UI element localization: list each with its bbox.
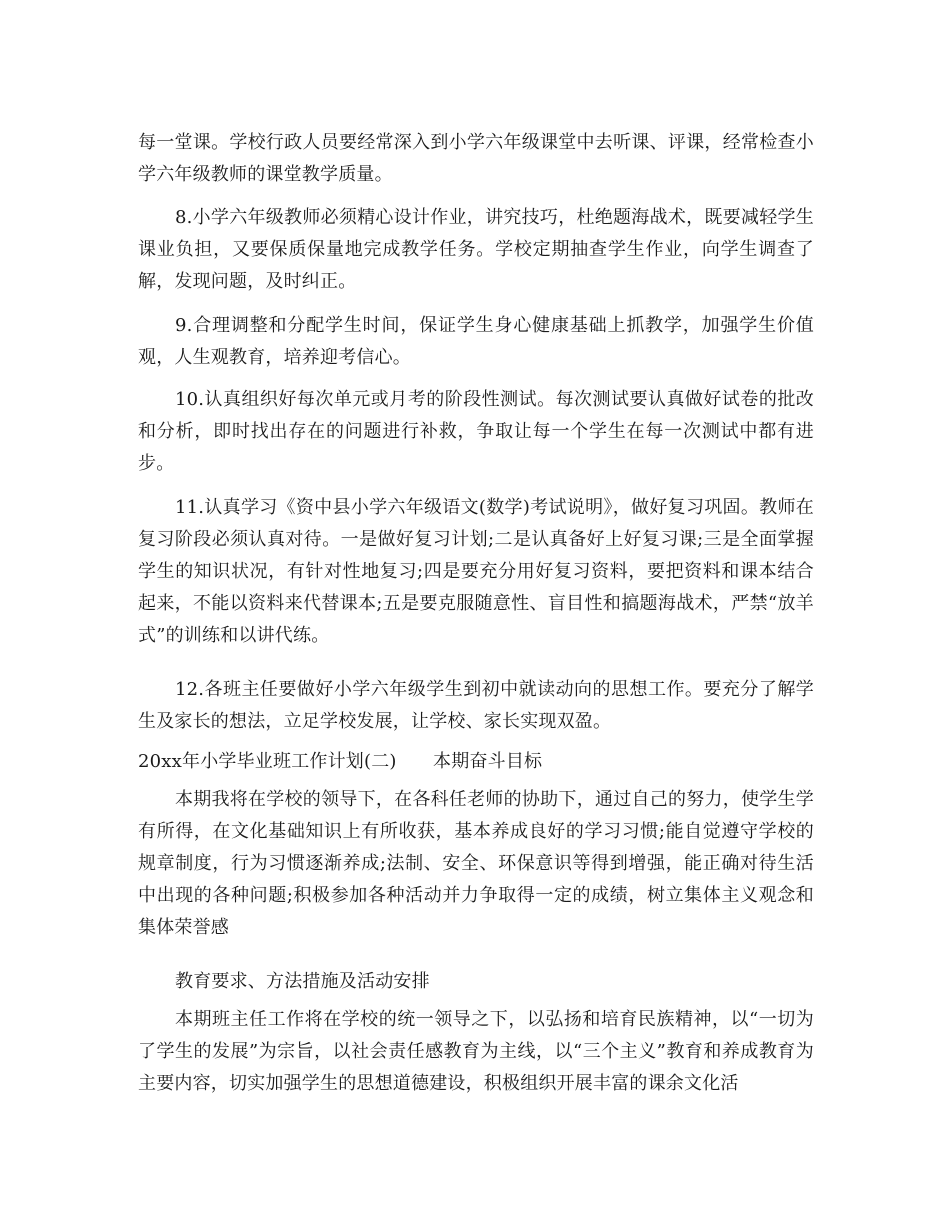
section-heading: 20xx年小学毕业班工作计划(二) 本期奋斗目标 — [138, 751, 543, 772]
paragraph-item-9: 9.合理调整和分配学生时间，保证学生身心健康基础上抓教学，加强学生价值观，人生观教育，培养迎考信心。 — [138, 315, 814, 368]
paragraph-item-8: 8.小学六年级教师必须精心设计作业，讲究技巧，杜绝题海战术，既要减轻学生课业负担，又要保质保量地完成教学任务。学校定期抽查学生作业，向学生调查了解，发现问题，及时纠正。 — [138, 207, 814, 292]
paragraph-item-11: 11.认真学习《资中县小学六年级语文(数学)考试说明》，做好复习巩固。教师在复习阶段必须认真对待。一是做好复习计划;二是认真备好上好复习课;三是全面掌握学生的知识状况，有针对性地复习;四是要充分用好复习资料，要把资料和课本结合起来，不能以资料来代替课本;五是要克服随意性、盲目性和搞题海战术，严禁“放羊式”的训练和以讲代练。 — [138, 497, 814, 646]
subheading-methods: 教育要求、方法措施及活动安排 — [175, 971, 430, 992]
paragraph-item-10: 10.认真组织好每次单元或月考的阶段性测试。每次测试要认真做好试卷的批改和分析，即时找出存在的问题进行补救，争取让每一个学生在每一次测试中都有进步。 — [138, 389, 814, 474]
paragraph-work-plan: 本期班主任工作将在学校的统一领导之下，以弘扬和培育民族精神，以“一切为了学生的发展”为宗旨，以社会责任感教育为主线，以“三个主义”教育和养成教育为主要内容，切实加强学生的思想道德建设，积极组织开展丰富的课余文化活 — [138, 1009, 814, 1094]
paragraph-item-12: 12.各班主任要做好小学六年级学生到初中就读动向的思想工作。要充分了解学生及家长的想法，立足学校发展，让学校、家长实现双盈。 — [138, 679, 814, 732]
paragraph-goals: 本期我将在学校的领导下，在各科任老师的协助下，通过自己的努力，使学生学有所得，在文化基础知识上有所收获，基本养成良好的学习习惯;能自觉遵守学校的规章制度，行为习惯逐渐养成;法制、安全、环保意识等得到增强，能正确对待生活中出现的各种问题;积极参加各种活动并力争取得一定的成绩，树立集体主义观念和集体荣誉感 — [138, 789, 814, 938]
paragraph-continuation: 每一堂课。学校行政人员要经常深入到小学六年级课堂中去听课、评课，经常检查小学六年级教师的课堂教学质量。 — [138, 132, 814, 185]
